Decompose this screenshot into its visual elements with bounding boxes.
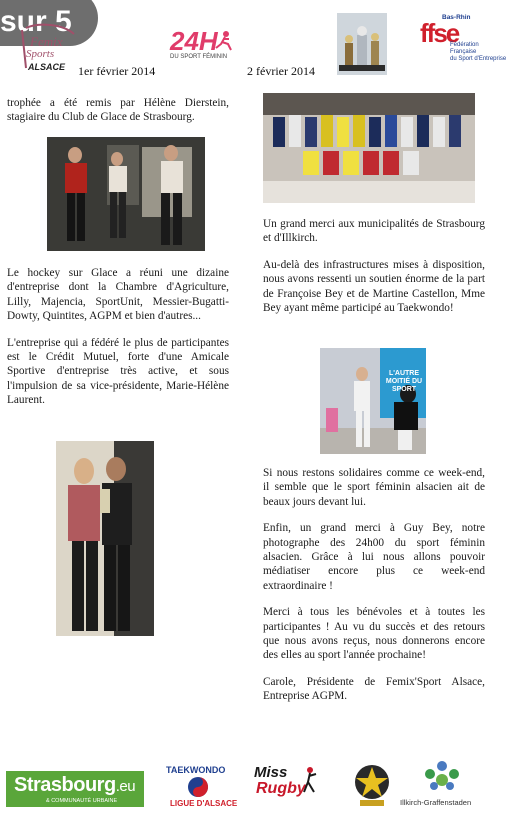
award-recipients-photo <box>56 441 154 636</box>
miss-rugby-logo <box>252 762 322 806</box>
strasbourg-logo-sub: & COMMUNAUTÉ URBAINE <box>46 798 118 804</box>
runner-icon <box>212 30 234 52</box>
ffse-letters: ffse <box>420 18 459 48</box>
24h-sport-feminin-logo <box>170 28 234 68</box>
hockey-paragraph: Le hockey sur Glace a réuni une dizaine d'entreprise dont la Chambre d'Agriculture, Lilly, Majencia, SportUnit, Messier-Bugatti-Dowty, Quintites, AGPM et bien d'autres... <box>7 267 229 323</box>
24h-logo-subtitle: DU SPORT FÉMININ <box>170 54 228 60</box>
strasbourg-club-star-logo <box>352 760 392 808</box>
support-paragraph: Au-delà des infrastructures mises à disposition, nous avons ressenti un soutien énorme de la part de Françoise Bey et de Martine Castellon, Mme Bey ayant même participé au Taekwondo! <box>263 258 485 315</box>
illkirch-logo-text: Illkirch-Graffenstaden <box>400 798 472 807</box>
ffse-fullname-line1: Fédération <box>450 42 479 48</box>
ffse-region: Bas-Rhin <box>442 14 471 21</box>
ffse-fullname <box>450 42 506 63</box>
sports-logo-word: Sports <box>26 48 55 60</box>
thanks-municipalities-paragraph: Un grand merci aux municipalités de Strasbourg et d'Illkirch. <box>263 218 485 245</box>
alsace-logo-word: ALSACE <box>28 62 66 72</box>
strasbourg-suffix: .eu <box>115 778 136 795</box>
femix-sports-logo <box>8 20 78 76</box>
illkirch-graffenstaden-logo <box>400 758 490 810</box>
24h-logo-text: 24H <box>170 26 218 56</box>
trophy-ceremony-photo <box>47 137 205 251</box>
ffse-fullname-line3: du Sport d'Entreprise <box>450 56 506 62</box>
strasbourg-word: Strasbourg <box>14 774 116 796</box>
illkirch-emblem-icon <box>418 758 466 792</box>
taekwondo-emblem-icon <box>186 775 210 799</box>
trophies-icon <box>337 13 387 75</box>
photographer-thanks-paragraph: Enfin, un grand merci à Guy Bey, notre photographe des 24h00 du sport féminin alsacien. Grâce à lui nous allons pouvoir médiatiser encore plus ce week-end extraordinaire ! <box>263 522 485 592</box>
rugby-player-icon <box>300 766 320 794</box>
page-number-badge: sur 5 <box>0 0 98 46</box>
taekwondo-logo-bottom: LIGUE D'ALSACE <box>170 799 238 808</box>
credit-mutuel-paragraph: L'entreprise qui a fédéré le plus de participantes est le Crédit Mutuel, forte d'une Amicale Sportive d'entreprise très active, et sous l'impulsion de sa vice-présidente, Marie-Hélène Laurent. <box>7 336 229 407</box>
date-left: 1er février 2014 <box>78 64 156 78</box>
femix-logo-word: Femix <box>30 34 63 49</box>
solidarity-paragraph: Si nous restons solidaires comme ce week-end, il semble que le sport féminin alsacien ait de beaux jours devant lui. <box>263 467 485 508</box>
poster-slogan: L'AUTRE MOITIÉ DU SPORT <box>385 370 423 393</box>
taekwondo-logo-top: TAEKWONDO <box>166 765 226 775</box>
rugby-word: Rugby <box>256 780 306 797</box>
miss-word: Miss <box>254 764 288 781</box>
star-emblem-icon <box>352 760 392 808</box>
ffse-fullname-line2: Française <box>450 49 477 55</box>
trophies-photo <box>337 13 387 75</box>
left-column-text <box>7 266 229 420</box>
right-column-text-bottom <box>263 466 485 716</box>
ffse-logo <box>420 14 506 74</box>
taekwondo-photo <box>320 348 426 454</box>
right-column-text-top <box>263 217 485 327</box>
strasbourg-logo-text <box>14 774 135 797</box>
volunteers-thanks-paragraph: Merci à tous les bénévoles et à toutes les participantes ! Au vu du succès et des retours que nous avons reçus, nous donnerons encore des elles au sport l'année prochaine! <box>263 606 485 662</box>
left-column-intro: trophée a été remis par Hélène Dierstein, stagiaire du Club de Glace de Strasbourg. <box>7 97 229 124</box>
hockey-team-photo <box>263 93 475 203</box>
strasbourg-eu-logo <box>6 771 144 807</box>
taekwondo-ligue-logo <box>166 765 238 811</box>
signature-paragraph: Carole, Présidente de Femix'Sport Alsace, Entreprise AGPM. <box>263 675 485 703</box>
date-right: 2 février 2014 <box>247 64 315 78</box>
